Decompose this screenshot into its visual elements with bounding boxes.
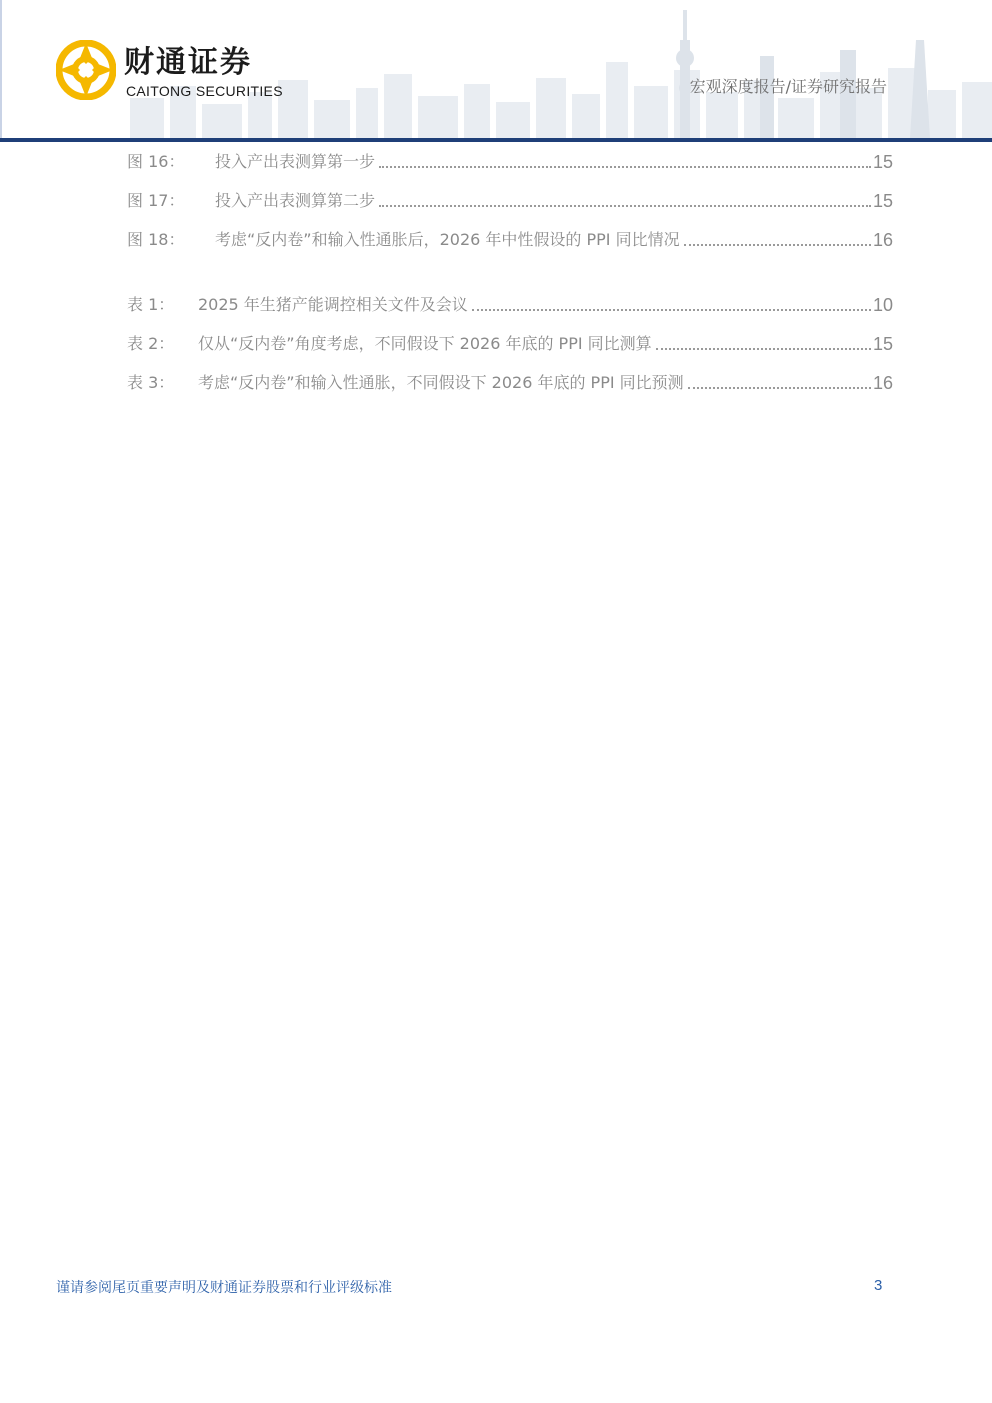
toc-title: 投入产出表测算第二步 [215, 191, 376, 210]
toc-page-number: 15 [872, 334, 893, 354]
toc-label: 表 2： [127, 334, 175, 353]
toc-label: 表 3： [127, 373, 175, 392]
page-header [0, 0, 992, 143]
toc-title: 仅从“反内卷”角度考虑，不同假设下 2026 年底的 PPI 同比测算 [198, 334, 652, 353]
toc-entry-table-1[interactable] [127, 290, 893, 316]
brand-name-en: CAITONG SECURITIES [126, 83, 283, 99]
toc-entry-figure-17[interactable] [127, 186, 893, 212]
toc-page-number: 15 [872, 191, 893, 211]
report-type-label: 宏观深度报告/证券研究报告 [689, 77, 887, 96]
toc-entry-table-3[interactable] [127, 368, 893, 394]
toc-title: 投入产出表测算第一步 [215, 152, 376, 171]
toc-page-number: 10 [872, 295, 893, 315]
brand-name-cn: 财通证券 [124, 45, 252, 80]
caitong-logo-icon [56, 40, 116, 100]
toc-entry-table-2[interactable] [127, 329, 893, 355]
toc-title: 考虑“反内卷”和输入性通胀，不同假设下 2026 年底的 PPI 同比预测 [198, 373, 684, 392]
toc-entry-figure-18[interactable] [127, 225, 893, 251]
toc-label: 图 18： [127, 230, 185, 249]
page-number: 3 [874, 1277, 883, 1294]
toc-page-number: 15 [872, 152, 893, 172]
toc-leader-dots [379, 205, 871, 207]
toc-leader-dots [656, 348, 871, 350]
footer-disclaimer: 谨请参阅尾页重要声明及财通证券股票和行业评级标准 [56, 1280, 392, 1296]
toc-label: 图 16： [127, 152, 185, 171]
toc-title: 2025 年生猪产能调控相关文件及会议 [198, 295, 468, 314]
toc-entry-figure-16[interactable] [127, 147, 893, 173]
toc-page-number: 16 [872, 373, 893, 393]
toc-label: 表 1： [127, 295, 175, 314]
toc-leader-dots [472, 309, 871, 311]
toc-leader-dots [379, 166, 871, 168]
toc-page-number: 16 [872, 230, 893, 250]
header-divider [0, 138, 992, 142]
toc-title: 考虑“反内卷”和输入性通胀后，2026 年中性假设的 PPI 同比情况 [215, 230, 680, 249]
toc-leader-dots [688, 387, 871, 389]
toc-label: 图 17： [127, 191, 185, 210]
toc-leader-dots [684, 244, 871, 246]
